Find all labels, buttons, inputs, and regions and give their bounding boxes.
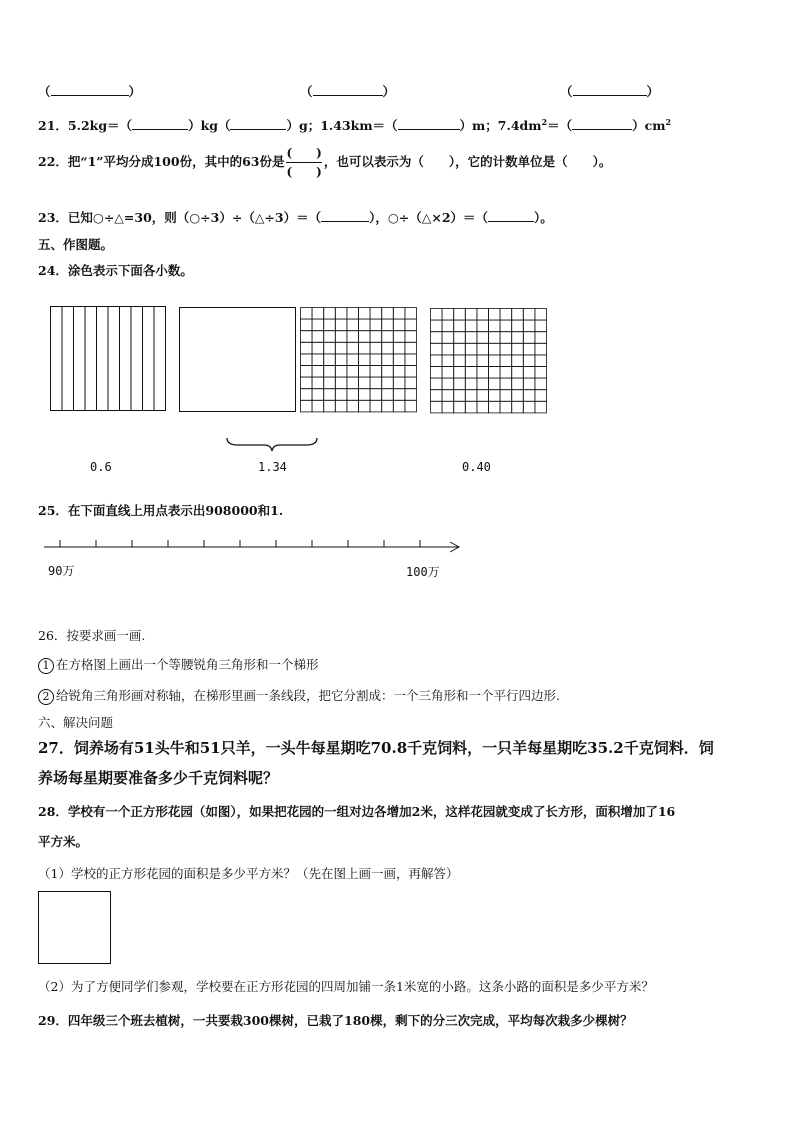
q23-text-c: ）。	[534, 210, 553, 225]
strip-cell	[74, 307, 86, 411]
blank[interactable]	[132, 119, 188, 130]
grid-cell	[393, 354, 405, 366]
grid-cell	[477, 355, 489, 367]
question-number: 28．	[38, 804, 68, 819]
grid-cell	[393, 400, 405, 412]
grid-cell	[370, 354, 382, 366]
q26-item-1	[38, 655, 319, 674]
decimal-label: 1.34	[258, 460, 287, 474]
q21-text-a: 5.2kg＝（	[67, 118, 133, 133]
grid-cell	[370, 331, 382, 343]
grid-cell	[335, 308, 347, 320]
strip-cell	[97, 307, 109, 411]
grid-cell	[489, 378, 501, 390]
grid-cell	[535, 355, 547, 367]
strip-cell	[120, 307, 132, 411]
strip-cell	[62, 307, 74, 411]
q26-item-2	[38, 686, 560, 705]
grid-cell	[523, 367, 535, 379]
grid-cell	[477, 320, 489, 332]
circled-number: 2	[38, 689, 54, 705]
grid-cell	[301, 354, 313, 366]
superscript: 2	[541, 116, 548, 127]
grid-cell	[405, 342, 417, 354]
grid-cell	[535, 309, 547, 321]
grid-cell	[523, 343, 535, 355]
grid-cell	[359, 389, 371, 401]
blank[interactable]	[398, 119, 460, 130]
blank[interactable]	[321, 211, 369, 222]
strip-cell	[131, 307, 143, 411]
grid-cell	[382, 377, 394, 389]
grid-cell	[512, 343, 524, 355]
question-28-cont: 平方米。	[38, 834, 89, 849]
grid-cell	[335, 331, 347, 343]
grid-cell	[500, 390, 512, 402]
question-text: 四年级三个班去植树，一共要栽300棵树，已栽了180棵，剩下的分三次完成，平均每次栽多少棵树？	[67, 1013, 633, 1028]
superscript: 2	[665, 116, 672, 127]
grid-cell	[393, 377, 405, 389]
grid-cell	[454, 401, 466, 413]
grid-cell	[500, 355, 512, 367]
grid-cell	[465, 390, 477, 402]
grid-cell	[324, 342, 336, 354]
grid-cell	[523, 390, 535, 402]
open-paren: （	[560, 84, 573, 99]
grid-cell	[393, 308, 405, 320]
grid-cell	[382, 308, 394, 320]
grid-cell	[500, 378, 512, 390]
grid-cell	[442, 343, 454, 355]
grid-cell	[393, 319, 405, 331]
grid-cell	[465, 343, 477, 355]
grid-cell	[500, 343, 512, 355]
question-number: 27．	[38, 739, 74, 757]
grid-cell	[382, 331, 394, 343]
grid-cell	[324, 354, 336, 366]
question-number: 23．	[38, 210, 68, 225]
grid-cell	[370, 377, 382, 389]
grid-cell	[301, 366, 313, 378]
grid-cell	[535, 401, 547, 413]
decimal-strip-figure[interactable]	[50, 306, 170, 412]
grid-cell	[347, 319, 359, 331]
number-line[interactable]	[44, 536, 464, 556]
grid-cell	[347, 377, 359, 389]
grid-cell	[335, 400, 347, 412]
question-27-cont: 养场每星期要准备多少千克饲料呢？	[38, 769, 279, 787]
grid-cell	[335, 354, 347, 366]
grid-cell	[454, 309, 466, 321]
grid-cell	[312, 400, 324, 412]
grid-cell	[359, 366, 371, 378]
grid-cell	[382, 389, 394, 401]
close-paren: ）	[128, 84, 142, 99]
q21-text-b: ）kg（	[188, 118, 231, 133]
grid-cell	[512, 390, 524, 402]
grid-cell	[442, 367, 454, 379]
question-number: 24．	[38, 263, 68, 278]
question-text: 在下面直线上用点表示出908000和1.	[67, 503, 284, 518]
grid-cell	[335, 366, 347, 378]
grid-cell	[301, 342, 313, 354]
number-line-right-label: 100万	[406, 565, 440, 579]
open-paren: （	[300, 84, 313, 99]
grid-cell	[301, 377, 313, 389]
fraction-denominator: ( )	[286, 165, 322, 179]
decimal-grid-figure-2[interactable]	[430, 308, 550, 414]
grid-cell	[405, 377, 417, 389]
grid-cell	[489, 309, 501, 321]
decimal-square-figure[interactable]	[179, 307, 297, 412]
question-29	[38, 1011, 633, 1029]
grid-cell	[523, 320, 535, 332]
grid-cell	[431, 343, 443, 355]
grid-cell	[405, 354, 417, 366]
question-text: 按要求画一画.	[66, 628, 146, 643]
grid-cell	[477, 378, 489, 390]
grid-cell	[312, 377, 324, 389]
grid-cell	[512, 367, 524, 379]
grid-cell	[523, 378, 535, 390]
grid-cell	[312, 366, 324, 378]
question-28-sub2: （2）为了方便同学们参观，学校要在正方形花园的四周加铺一条1米宽的小路。这条小路的面积是多少平方米？	[38, 979, 654, 994]
grid-cell	[489, 390, 501, 402]
grid-cell	[359, 354, 371, 366]
grid-cell	[324, 400, 336, 412]
q21-text-f: ）cm	[632, 118, 666, 133]
q22-text-a: 把“1”平均分成100份，其中的63份是	[67, 154, 285, 169]
grid-cell	[442, 401, 454, 413]
decimal-label: 0.40	[462, 460, 491, 474]
grid-cell	[477, 390, 489, 402]
question-number: 26．	[38, 628, 67, 643]
grid-cell	[301, 389, 313, 401]
grid-cell	[500, 332, 512, 344]
grid-cell	[431, 401, 443, 413]
grid-cell	[454, 367, 466, 379]
grid-cell	[500, 401, 512, 413]
question-24	[38, 261, 193, 279]
fraction[interactable]	[286, 145, 321, 180]
grid-cell	[431, 320, 443, 332]
grid-cell	[489, 320, 501, 332]
grid-cell	[489, 355, 501, 367]
strip-cell	[108, 307, 120, 411]
grid-cell	[477, 309, 489, 321]
grid-cell	[465, 309, 477, 321]
grid-cell	[477, 332, 489, 344]
grid-cell	[370, 400, 382, 412]
section-title-6: 六、解决问题	[38, 715, 114, 730]
grid-cell	[454, 343, 466, 355]
question-21	[38, 116, 671, 134]
q23-text-a: 已知○÷△=30，则（○÷3）÷（△÷3）＝（	[67, 210, 322, 225]
item-text: 在方格图上画出一个等腰锐角三角形和一个梯形	[56, 657, 319, 672]
q21-text-d: ）m；7.4dm	[459, 118, 542, 133]
grid-cell	[431, 378, 443, 390]
grid-cell	[535, 343, 547, 355]
grid-cell	[535, 320, 547, 332]
blank[interactable]	[230, 119, 286, 130]
brace-icon	[226, 436, 318, 452]
grid-cell	[393, 389, 405, 401]
grid-cell	[454, 320, 466, 332]
question-text: 学校有一个正方形花园（如图），如果把花园的一组对边各增加2米，这样花园就变成了长方形，面积增加了16	[67, 804, 676, 819]
grid-cell	[405, 319, 417, 331]
blank[interactable]	[488, 211, 534, 222]
question-text: 饲养场有51头牛和51只羊，一头牛每星期吃70.8千克饲料，一只羊每星期吃35.2千克饲料．饲	[73, 739, 714, 757]
question-text: 涂色表示下面各小数。	[67, 263, 193, 278]
question-number: 22．	[38, 154, 68, 169]
grid-cell	[500, 309, 512, 321]
open-paren: （	[38, 84, 51, 99]
grid-cell	[489, 343, 501, 355]
grid-cell	[431, 367, 443, 379]
grid-cell	[442, 309, 454, 321]
grid-cell	[512, 401, 524, 413]
grid-cell	[512, 309, 524, 321]
grid-cell	[535, 332, 547, 344]
grid-cell	[347, 400, 359, 412]
grid-cell	[465, 320, 477, 332]
grid-cell	[324, 308, 336, 320]
grid-cell	[324, 366, 336, 378]
grid-cell	[382, 366, 394, 378]
grid-cell	[382, 342, 394, 354]
question-26	[38, 626, 145, 644]
grid-cell	[523, 332, 535, 344]
question-27	[38, 737, 714, 758]
grid-cell	[324, 331, 336, 343]
grid-cell	[370, 342, 382, 354]
grid-cell	[359, 319, 371, 331]
grid-cell	[431, 355, 443, 367]
q22-text-b: ，也可以表示为（ ），它的计数单位是（ ）。	[323, 154, 612, 169]
grid-cell	[535, 390, 547, 402]
decimal-grid-figure-1[interactable]	[300, 307, 420, 413]
grid-cell	[489, 367, 501, 379]
decimal-label: 0.6	[90, 460, 112, 474]
question-25	[38, 501, 283, 519]
grid-cell	[335, 377, 347, 389]
grid-cell	[512, 355, 524, 367]
question-number: 21．	[38, 118, 68, 133]
strip-cell	[143, 307, 155, 411]
strip-cell	[51, 307, 63, 411]
grid-cell	[312, 389, 324, 401]
close-paren: ）	[646, 84, 660, 99]
grid-cell	[442, 320, 454, 332]
grid-cell	[335, 389, 347, 401]
grid-cell	[370, 366, 382, 378]
grid-cell	[405, 389, 417, 401]
answer-blank-2[interactable]	[300, 82, 395, 100]
grid-cell	[324, 377, 336, 389]
grid-cell	[489, 401, 501, 413]
square-garden-figure[interactable]	[38, 891, 112, 965]
grid-cell	[512, 320, 524, 332]
q23-text-b: ），○÷（△×2）＝（	[369, 210, 489, 225]
close-paren: ）	[382, 84, 396, 99]
grid-cell	[454, 332, 466, 344]
grid-cell	[312, 342, 324, 354]
grid-cell	[312, 354, 324, 366]
grid-cell	[454, 378, 466, 390]
strip-cell	[85, 307, 97, 411]
grid-cell	[301, 331, 313, 343]
grid-cell	[324, 319, 336, 331]
grid-cell	[405, 366, 417, 378]
grid-cell	[370, 319, 382, 331]
grid-cell	[347, 389, 359, 401]
grid-cell	[512, 332, 524, 344]
grid-cell	[465, 378, 477, 390]
grid-cell	[370, 308, 382, 320]
grid-cell	[347, 354, 359, 366]
grid-cell	[442, 378, 454, 390]
question-number: 25．	[38, 503, 68, 518]
grid-cell	[405, 331, 417, 343]
grid-cell	[465, 401, 477, 413]
answer-blank-1[interactable]	[38, 82, 141, 100]
blank[interactable]	[572, 119, 632, 130]
q21-text-c: ）g；1.43km＝（	[286, 118, 398, 133]
grid-cell	[535, 378, 547, 390]
grid-cell	[405, 308, 417, 320]
grid-cell	[500, 367, 512, 379]
grid-cell	[535, 367, 547, 379]
grid-cell	[393, 342, 405, 354]
question-28-sub1: （1）学校的正方形花园的面积是多少平方米？（先在图上画一画，再解答）	[38, 866, 459, 881]
grid-cell	[347, 366, 359, 378]
grid-cell	[382, 400, 394, 412]
grid-cell	[347, 331, 359, 343]
grid-cell	[324, 389, 336, 401]
question-22	[38, 145, 611, 180]
grid-cell	[312, 331, 324, 343]
grid-cell	[359, 331, 371, 343]
grid-cell	[382, 319, 394, 331]
grid-cell	[465, 367, 477, 379]
grid-cell	[359, 308, 371, 320]
strip-cell	[154, 307, 166, 411]
grid-cell	[477, 401, 489, 413]
grid-cell	[382, 354, 394, 366]
question-28	[38, 802, 675, 820]
grid-cell	[301, 308, 313, 320]
grid-cell	[405, 400, 417, 412]
answer-blank-3[interactable]	[560, 82, 659, 100]
grid-cell	[442, 390, 454, 402]
grid-cell	[335, 319, 347, 331]
grid-cell	[523, 309, 535, 321]
grid-cell	[489, 332, 501, 344]
grid-cell	[347, 308, 359, 320]
grid-cell	[312, 319, 324, 331]
grid-cell	[393, 331, 405, 343]
question-23	[38, 208, 553, 226]
grid-cell	[335, 342, 347, 354]
grid-cell	[431, 390, 443, 402]
circled-number: 1	[38, 658, 54, 674]
item-text: 给锐角三角形画对称轴，在梯形里画一条线段，把它分割成：一个三角形和一个平行四边形.	[56, 688, 560, 703]
grid-cell	[312, 308, 324, 320]
grid-cell	[431, 332, 443, 344]
grid-cell	[301, 400, 313, 412]
grid-cell	[500, 320, 512, 332]
grid-cell	[347, 342, 359, 354]
grid-cell	[523, 355, 535, 367]
grid-cell	[301, 319, 313, 331]
grid-cell	[477, 343, 489, 355]
grid-cell	[442, 355, 454, 367]
grid-cell	[523, 401, 535, 413]
grid-cell	[393, 366, 405, 378]
q21-text-e: ＝（	[547, 118, 573, 133]
question-number: 29．	[38, 1013, 68, 1028]
grid-cell	[359, 377, 371, 389]
number-line-left-label: 90万	[48, 564, 75, 578]
grid-cell	[359, 342, 371, 354]
grid-cell	[454, 355, 466, 367]
fraction-numerator: ( )	[286, 146, 322, 160]
section-title-5: 五、作图题。	[38, 237, 114, 252]
grid-cell	[512, 378, 524, 390]
grid-cell	[454, 390, 466, 402]
grid-cell	[465, 332, 477, 344]
grid-cell	[442, 332, 454, 344]
grid-cell	[370, 389, 382, 401]
grid-cell	[431, 309, 443, 321]
grid-cell	[465, 355, 477, 367]
grid-cell	[359, 400, 371, 412]
grid-cell	[477, 367, 489, 379]
